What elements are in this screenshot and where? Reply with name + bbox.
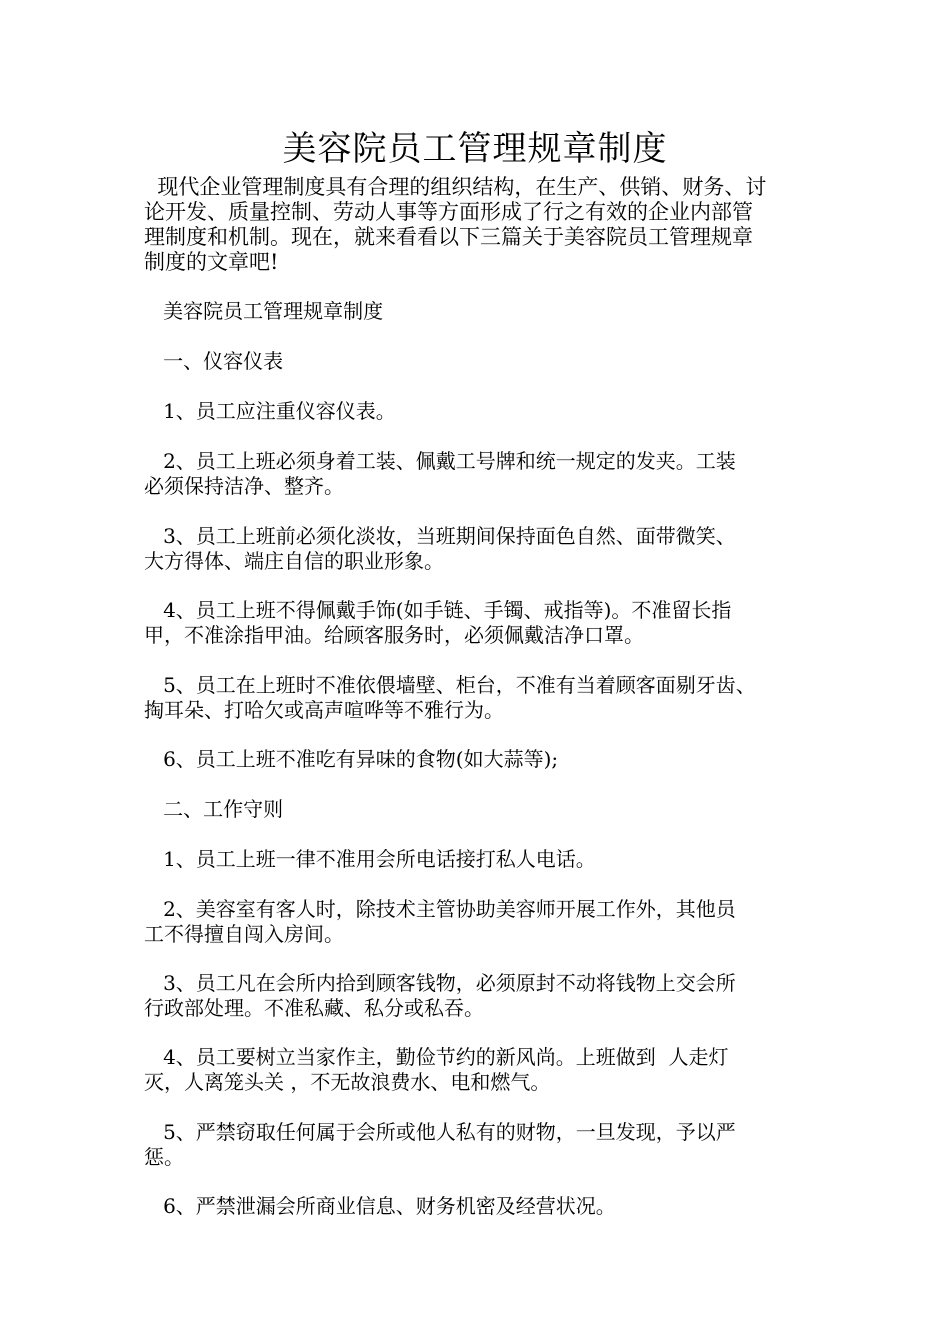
rule-item — [144, 847, 824, 872]
paragraph-line: 6、严禁泄漏会所商业信息、财务机密及经营状况。 — [144, 1194, 616, 1218]
paragraph-line: 2、员工上班必须身着工装、佩戴工号牌和统一规定的发夹。工装 — [144, 449, 736, 473]
paragraph-line: 大方得体、端庄自信的职业形象。 — [144, 549, 444, 573]
paragraph-line: 3、员工上班前必须化淡妆，当班期间保持面色自然、面带微笑、 — [144, 524, 736, 548]
paragraph-line: 3、员工凡在会所内拾到顾客钱物，必须原封不动将钱物上交会所 — [144, 971, 736, 995]
paragraph-line: 二、工作守则 — [144, 797, 284, 821]
paragraph-line: 2、美容室有客人时，除技术主管协助美容师开展工作外，其他员 — [144, 897, 736, 921]
paragraph-line: 必须保持洁净、整齐。 — [144, 474, 344, 498]
rule-item — [144, 673, 824, 723]
rule-item — [144, 399, 824, 424]
paragraph-line: 惩。 — [144, 1145, 184, 1169]
rule-item — [144, 1045, 824, 1095]
rule-item — [144, 524, 824, 574]
paragraph-line: 4、员工上班不得佩戴手饰(如手链、手镯、戒指等)。不准留长指 — [144, 598, 732, 622]
intro-line: 制度的文章吧! — [144, 250, 279, 274]
rule-item — [144, 1120, 824, 1170]
rule-item — [144, 897, 824, 947]
paragraph-line: 工不得擅自闯入房间。 — [144, 922, 344, 946]
document-title: 美容院员工管理规章制度 — [282, 129, 668, 169]
section-heading — [144, 349, 824, 374]
paragraph-line: 一、仪容仪表 — [144, 349, 284, 373]
paragraph-line: 1、员工应注重仪容仪表。 — [144, 399, 396, 423]
paragraph-line: 5、员工在上班时不准依偎墙壁、柜台，不准有当着顾客面剔牙齿、 — [144, 673, 756, 697]
paragraph-line: 行政部处理。不准私藏、私分或私吞。 — [144, 996, 484, 1020]
paragraph-line: 1、员工上班一律不准用会所电话接打私人电话。 — [144, 847, 596, 871]
section-heading — [144, 299, 824, 324]
intro-line: 现代企业管理制度具有合理的组织结构，在生产、供销、财务、讨 — [144, 175, 767, 199]
paragraph-line: 掏耳朵、打哈欠或高声喧哗等不雅行为。 — [144, 698, 504, 722]
paragraph-line: 4、员工要树立当家作主，勤俭节约的新风尚。上班做到 人走灯 — [144, 1045, 729, 1069]
intro-line: 论开发、质量控制、劳动人事等方面形成了行之有效的企业内部管 — [144, 200, 753, 224]
intro-line: 理制度和机制。现在，就来看看以下三篇关于美容院员工管理规章 — [144, 225, 753, 249]
rule-item — [144, 971, 824, 1021]
rule-item — [144, 1194, 824, 1219]
rule-item — [144, 449, 824, 499]
paragraph-line: 灭，人离笼头关 ，不无故浪费水、电和燃气。 — [144, 1070, 551, 1094]
section-heading — [144, 797, 824, 822]
paragraph-line: 甲，不准涂指甲油。给顾客服务时，必须佩戴洁净口罩。 — [144, 623, 644, 647]
rule-item — [144, 598, 824, 648]
paragraph-line: 6、员工上班不准吃有异味的食物(如大蒜等); — [144, 747, 559, 771]
paragraph-line: 美容院员工管理规章制度 — [144, 299, 384, 323]
paragraph-line: 5、严禁窃取任何属于会所或他人私有的财物，一旦发现，予以严 — [144, 1120, 736, 1144]
intro-paragraph — [144, 175, 812, 275]
rule-item — [144, 747, 824, 772]
